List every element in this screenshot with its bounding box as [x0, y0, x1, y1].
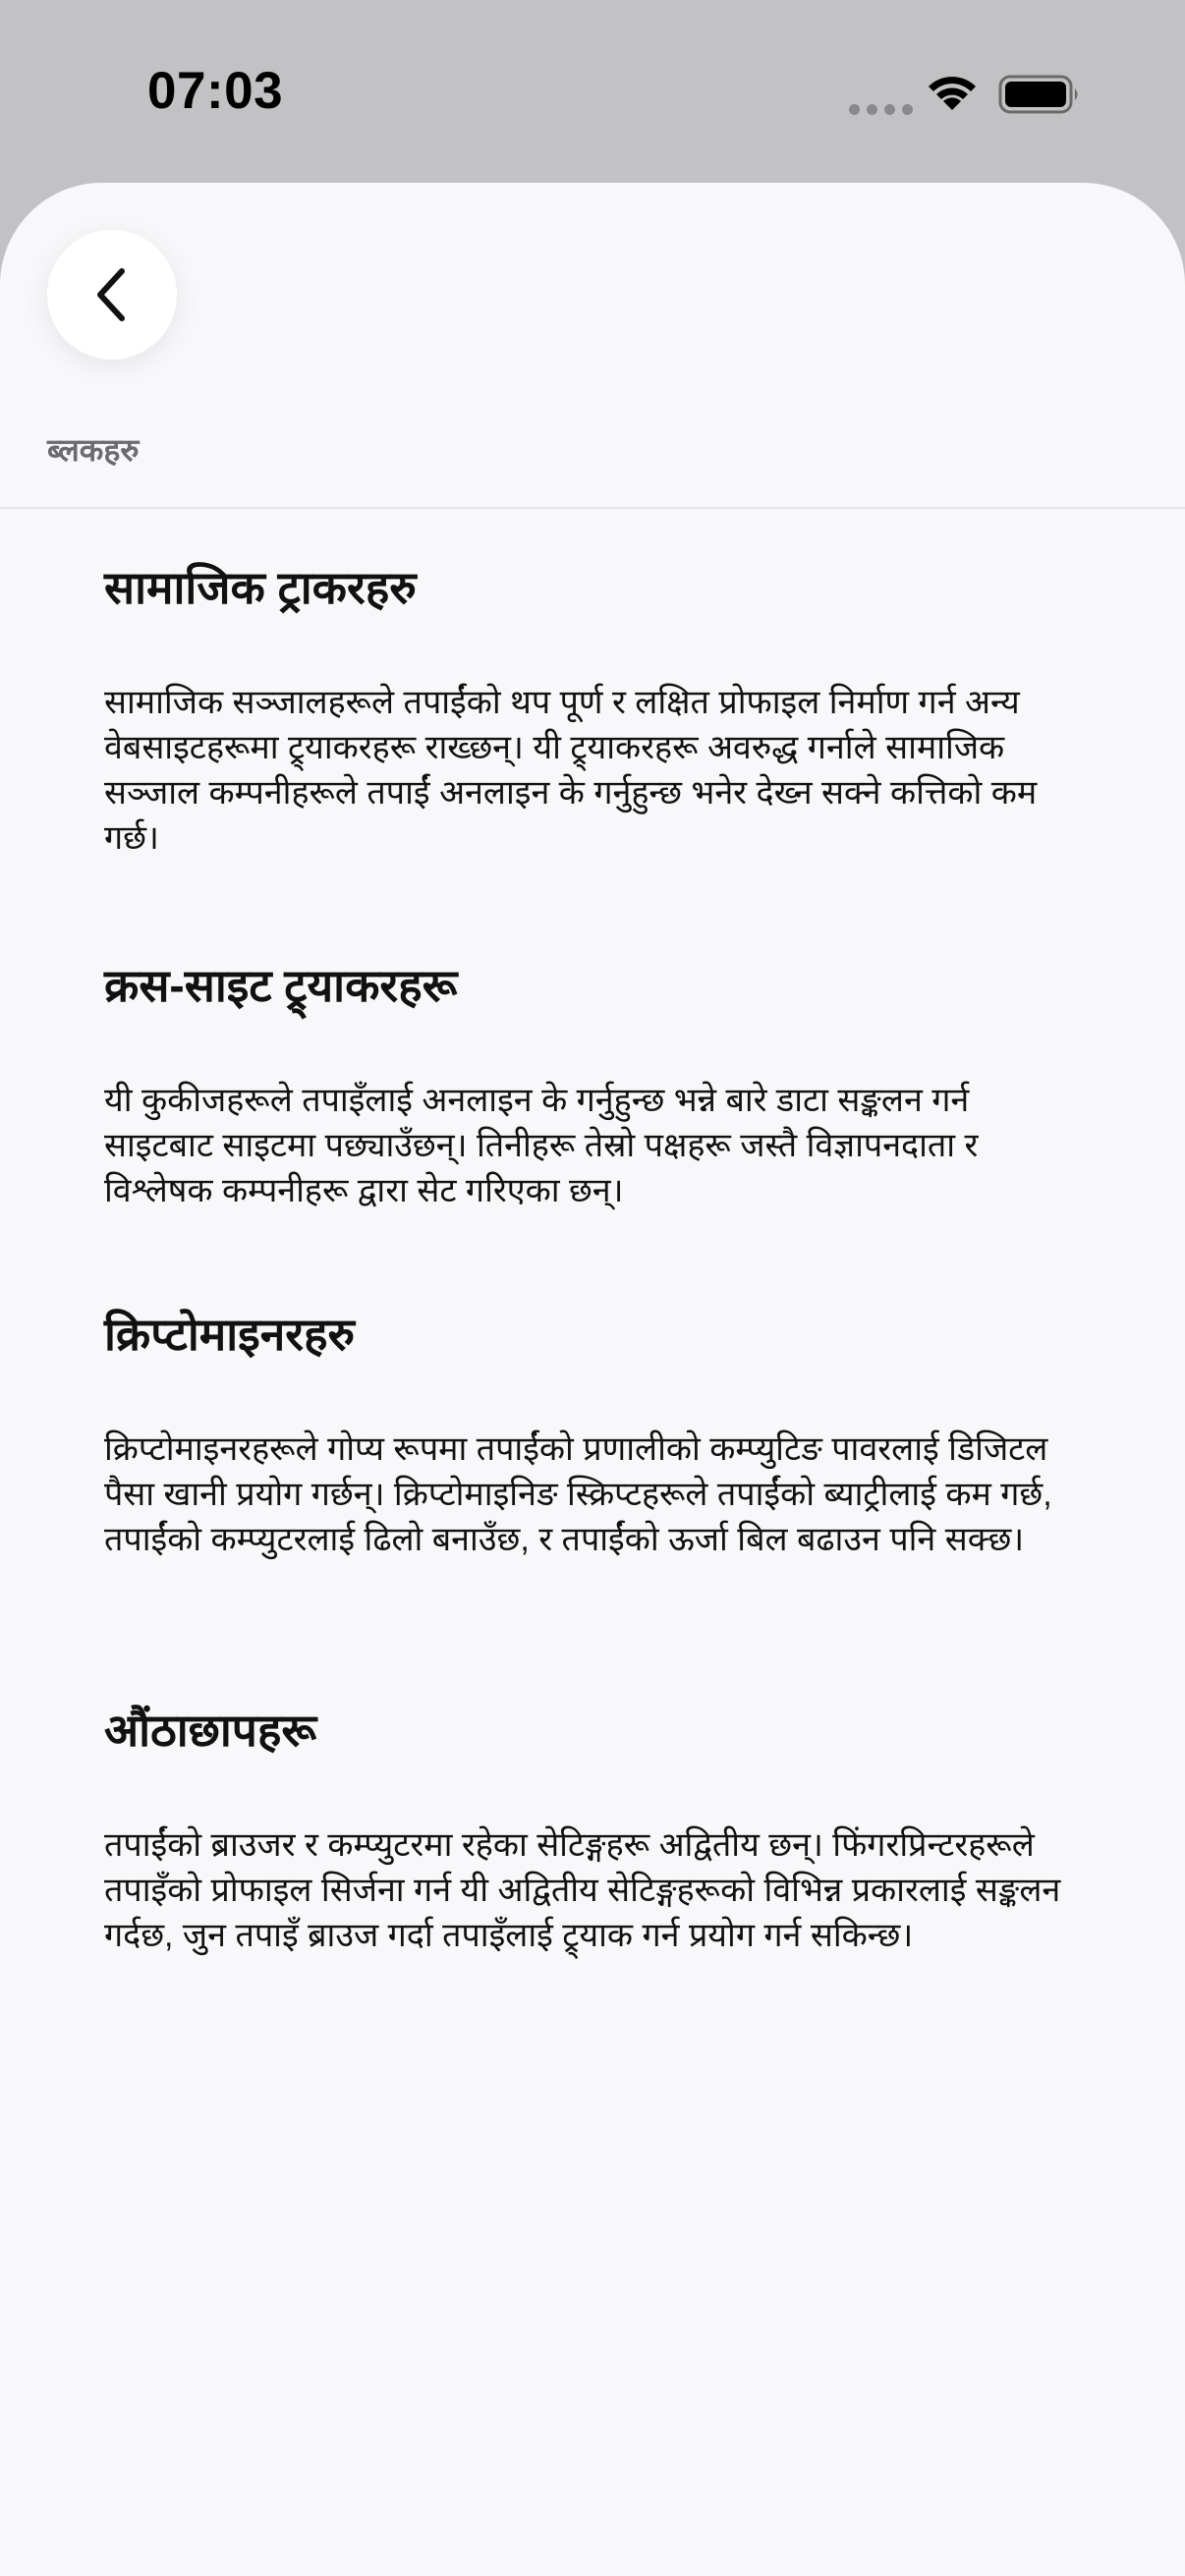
- section-body: तपाईंको ब्राउजर र कम्प्युटरमा रहेका सेटिङ्गहरू अद्वितीय छन्। फिंगरप्रिन्टरहरूले तपाइँको प्रोफाइल सिर्जना गर्न यी अद्वितीय सेटिङ्गहरूको विभिन्न प्रकारलाई सङ्कलन गर्दछ, जुन तपाइँ ब्राउज गर्दा तपाइँलाई ट्र्याक गर्न प्रयोग गर्न सकिन्छ।: [104, 1826, 1061, 1954]
- status-time: 07:03: [147, 62, 284, 120]
- section-social-trackers: [104, 556, 1087, 861]
- content-sheet: [0, 183, 1185, 2576]
- section-cross-site-trackers: [104, 954, 1087, 1213]
- section-body: यी कुकीजहरूले तपाइँलाई अनलाइन के गर्नुहुन्छ भन्ने बारे डाटा सङ्कलन गर्न साइटबाट साइटमा पछ्याउँछन्। तिनीहरू तेस्रो पक्षहरू जस्तै विज्ञापनदाता र विश्लेषक कम्पनीहरू द्वारा सेट गरिएका छन्।: [104, 1082, 979, 1209]
- section-body: सामाजिक सञ्जालहरूले तपाईंको थप पूर्ण र लक्षित प्रोफाइल निर्माण गर्न अन्य वेबसाइटहरूमा ट्र्याकरहरू राख्छन्। यी ट्र्याकरहरू अवरुद्ध गर्नाले सामाजिक सञ्जाल कम्पनीहरूले तपाईं अनलाइन के गर्नुहुन्छ भनेर देख्न सक्ने कत्तिको कम गर्छ।: [104, 684, 1038, 857]
- section-fingerprinters: [104, 1699, 1087, 1958]
- section-cryptominers: [104, 1303, 1087, 1562]
- section-title: क्रस-साइट ट्र्याकरहरू: [104, 960, 458, 1011]
- nav-title: ब्लकहरु: [47, 431, 140, 469]
- chevron-left-icon: [90, 265, 134, 324]
- section-title: सामाजिक ट्राकरहरु: [104, 562, 417, 613]
- status-bar: [0, 0, 1185, 183]
- back-button[interactable]: [47, 230, 177, 360]
- divider: [0, 507, 1185, 509]
- section-title: क्रिप्टोमाइनरहरु: [104, 1309, 356, 1360]
- battery-icon: [998, 75, 1081, 114]
- section-body: क्रिप्टोमाइनरहरूले गोप्य रूपमा तपाईंको प्रणालीको कम्प्युटिङ पावरलाई डिजिटल पैसा खानी प्रयोग गर्छन्। क्रिप्टोमाइनिङ स्क्रिप्टहरूले तपाईंको ब्याट्रीलाई कम गर्छ, तपाईंको कम्प्युटरलाई ढिलो बनाउँछ, र तपाईंको ऊर्जा बिल बढाउन पनि सक्छ।: [104, 1430, 1052, 1558]
- section-title: औंठाछापहरू: [104, 1705, 317, 1756]
- wifi-icon: [924, 71, 981, 114]
- cellular-signal-icon: [849, 104, 913, 115]
